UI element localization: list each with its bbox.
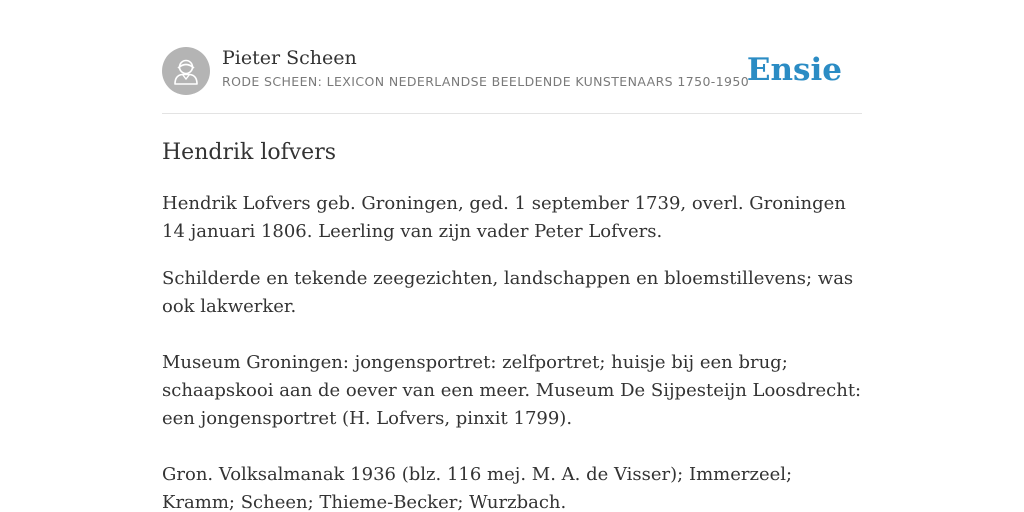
article-paragraph: Schilderde en tekende zeegezichten, landschappen en bloemstillevens; was ook lakwerker. Museum Groningen: jongensportret: zelfportret; huisje bij een brug; schaapskooi aan de oever van een meer. Museum De Sijpesteijn Loosdrecht: een jongensportret (H. Lofvers, pinxit 1799). Gron. Volksalmanak 1936 (blz. 116 mej. M. A. de Visser); Immerzeel; Kramm; Scheen; Thieme-Becker; Wurzbach. (162, 268, 862, 512)
author-avatar[interactable] (162, 47, 210, 95)
ensie-logo[interactable]: Ensie (746, 52, 842, 88)
article-title: Hendrik lofvers (162, 140, 337, 165)
author-header (162, 46, 862, 114)
article-paragraph: Hendrik Lofvers geb. Groningen, ged. 1 september 1739, overl. Groningen 14 januari 1806. Leerling van zijn vader Peter Lofvers. (162, 193, 846, 242)
author-name[interactable]: Pieter Scheen (222, 47, 357, 69)
user-silhouette-icon (162, 47, 210, 95)
article-content (162, 136, 862, 512)
source-title[interactable]: RODE SCHEEN: LEXICON NEDERLANDSE BEELDENDE KUNSTENAARS 1750-1950 (222, 74, 750, 89)
